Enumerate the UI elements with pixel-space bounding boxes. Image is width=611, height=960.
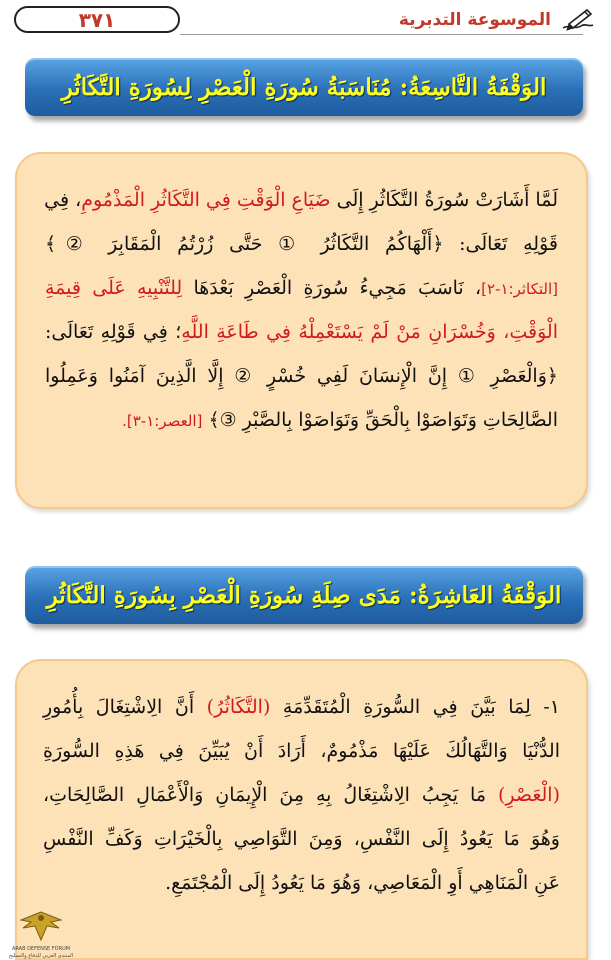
quran-verse: الصَّالِحَاتِ وَتَوَاصَوْا بِالْحَقِّ وَتَوَاصَوْا بِالصَّبْرِ ③﴾ xyxy=(202,409,558,431)
watermark-line-2: المنتدى العربي للدفاع والتسليح xyxy=(8,953,74,959)
highlight-text: (الْعَصْرِ) xyxy=(497,784,560,806)
header-divider xyxy=(180,34,583,35)
highlight-text: الْوَقْتِ، وَخُسْرَانِ مَنْ لَمْ يَسْتَعْمِلْهُ فِي طَاعَةِ اللَّهِ xyxy=(181,321,558,343)
highlight-text: لِلتَّنْبِيهِ عَلَى قِيمَةِ xyxy=(45,277,183,299)
highlight-text: (التَّكَاثُرُ) xyxy=(206,696,271,718)
section-9-line-6 xyxy=(45,398,558,442)
section-9-line-1 xyxy=(45,178,558,222)
section-10-title-banner xyxy=(25,566,583,624)
text-run: لَمَّا أَشَارَتْ سُورَةُ التَّكَاثُرِ إِلَى xyxy=(330,189,558,211)
section-9-line-5 xyxy=(45,354,558,398)
page-number-badge xyxy=(14,6,180,33)
pen-writing-icon xyxy=(559,6,597,34)
section-10-line-2 xyxy=(43,729,560,773)
section-10-line-3 xyxy=(43,773,560,817)
text-run: مَا يَجِبُ الِاشْتِغَالُ بِهِ مِنَ الْإِيمَانِ وَالْأَعْمَالِ الصَّالِحَاتِ، xyxy=(43,784,498,806)
section-10-line-1 xyxy=(43,685,560,729)
eagle-emblem-icon xyxy=(17,906,65,946)
section-9-card xyxy=(15,152,588,509)
page-number: ٣٧١ xyxy=(78,7,116,32)
section-9-line-2 xyxy=(45,222,558,266)
text-run: ١- لِمَا بَيَّنَ فِي السُّورَةِ الْمُتَقَدِّمَةِ xyxy=(270,696,560,718)
section-10-line-4 xyxy=(43,817,560,861)
section-10-card xyxy=(15,659,588,960)
text-run: أَنَّ الِاشْتِغَالَ بِأُمُورِ xyxy=(43,696,207,718)
section-9-title-banner xyxy=(25,58,583,116)
highlight-text: ضَيَاعِ الْوَقْتِ فِي التَّكَاثُرِ الْمَذْمُومِ xyxy=(81,189,331,211)
verse-reference: [العصر:١-٣]. xyxy=(122,412,203,430)
section-9-line-3 xyxy=(45,266,558,310)
verse-reference: [التكاثر:١-٢] xyxy=(481,280,559,298)
text-run: عَنِ الْمَنَاهِي أَوِ الْمَعَاصِي، وَهُوَ مَا يَعُودُ إِلَى الْمُجْتَمَعِ. xyxy=(165,872,560,894)
section-10-line-5 xyxy=(43,861,560,905)
quran-verse: قَوْلِهِ تَعَالَى: ﴿أَلْهَاكُمُ التَّكَاثُرُ ① حَتَّى زُرْتُمُ الْمَقَابِرَ ②﴾ xyxy=(45,233,558,255)
text-run: ، فِي xyxy=(44,189,82,211)
text-run: ، نَاسَبَ مَجِيءُ سُورَةِ الْعَصْرِ بَعْدَهَا xyxy=(182,277,482,299)
section-9-line-4 xyxy=(45,310,558,354)
text-run: وَهُوَ مَا يَعُودُ إِلَى النَّفْسِ، وَمِنَ التَّوَاصِي بِالْخَيْرَاتِ وَكَفِّ النَّفْسِ xyxy=(43,828,560,850)
section-10-title: الوَقْفَةُ العَاشِرَةُ: مَدَى صِلَةِ سُورَةِ الْعَصْرِ بِسُورَةِ التَّكَاثُرِ xyxy=(46,581,562,609)
watermark-line-1: ARAB DEFENSE FORUM xyxy=(11,946,71,952)
text-run: ؛ فِي قَوْلِهِ تَعَالَى: xyxy=(45,321,182,343)
forum-watermark-logo xyxy=(0,900,82,960)
section-9-title: الوَقْفَةُ التَّاسِعَةُ: مُنَاسَبَةُ سُورَةِ الْعَصْرِ لِسُورَةِ التَّكَاثُرِ xyxy=(61,73,547,101)
quran-verse: ﴿وَالْعَصْرِ ① إِنَّ الْإِنسَانَ لَفِي خُسْرٍ ② إِلَّا الَّذِينَ آمَنُوا وَعَمِلُوا xyxy=(45,365,558,387)
page-header xyxy=(0,0,611,44)
series-title: الموسوعة التدبرية xyxy=(398,10,551,30)
text-run: الدُّنْيَا وَالتَّهَالُكَ عَلَيْهَا مَذْمُومٌ، أَرَادَ أَنْ يُبَيِّنَ فِي هَذِهِ السُّورَةِ xyxy=(43,740,560,762)
